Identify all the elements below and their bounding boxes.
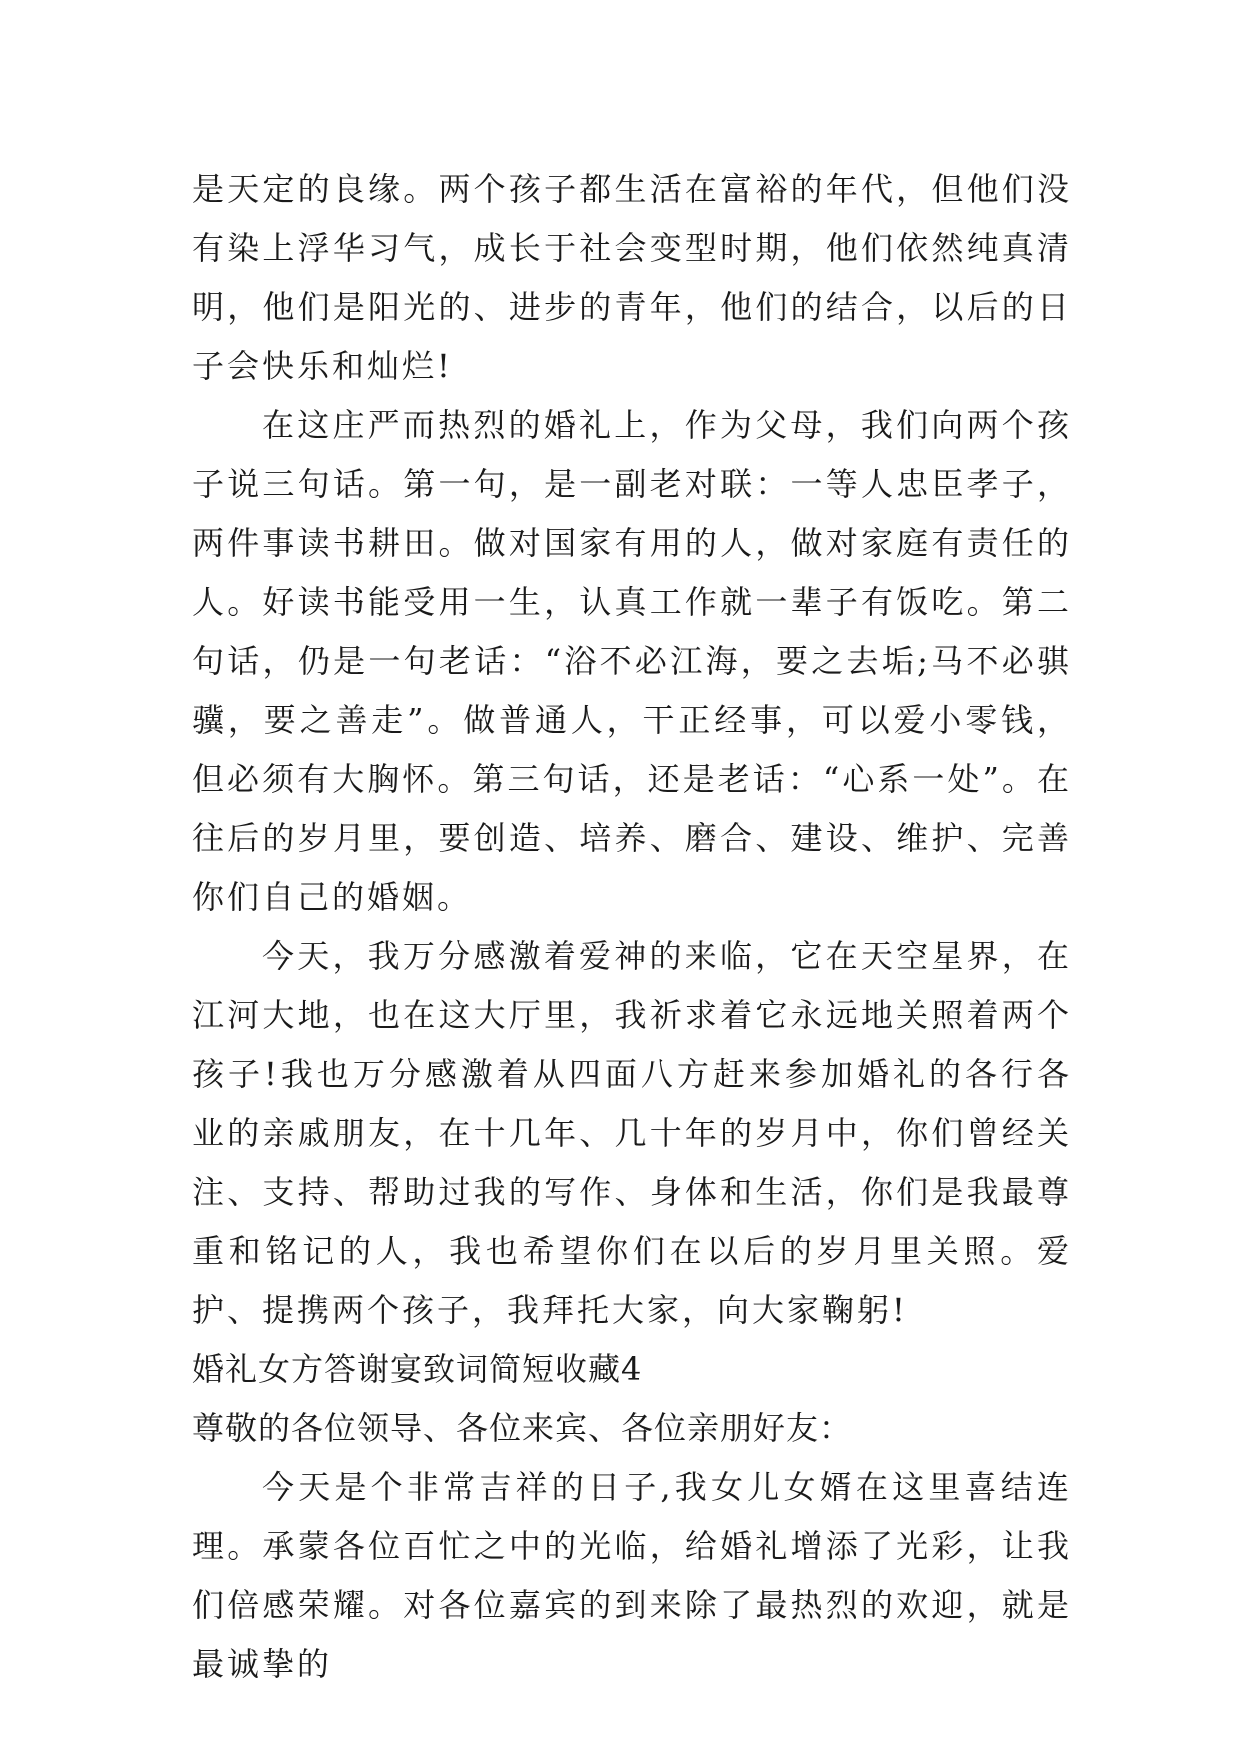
paragraph-1: 是天定的良缘。两个孩子都生活在富裕的年代，但他们没有染上浮华习气，成长于社会变型时期，他们依然纯真清明，他们是阳光的、进步的青年，他们的结合，以后的日子会快乐和灿烂! [192, 170, 1072, 385]
paragraph-4: 今天是个非常吉祥的日子,我女儿女婿在这里喜结连理。承蒙各位百忙之中的光临，给婚礼增添了光彩，让我们倍感荣耀。对各位嘉宾的到来除了最热烈的欢迎，就是最诚挚的 [192, 1468, 1072, 1683]
salutation: 尊敬的各位领导、各位来宾、各位亲朋好友： [192, 1409, 853, 1447]
paragraph-3: 今天，我万分感激着爱神的来临，它在天空星界，在江河大地，也在这大厅里，我祈求着它永远地关照着两个孩子!我也万分感激着从四面八方赶来参加婚礼的各行各业的亲戚朋友，在十几年、几十年的岁月中，你们曾经关注、支持、帮助过我的写作、身体和生活，你们是我最尊重和铭记的人，我也希望你们在以后的岁月里关照。爱护、提携两个孩子，我拜托大家，向大家鞠躬! [192, 937, 1072, 1329]
section-title: 婚礼女方答谢宴致词简短收藏4 [192, 1350, 643, 1388]
document-body [192, 160, 1072, 1694]
paragraph-2: 在这庄严而热烈的婚礼上，作为父母，我们向两个孩子说三句话。第一句，是一副老对联：一等人忠臣孝子，两件事读书耕田。做对国家有用的人，做对家庭有责任的人。好读书能受用一生，认真工作就一辈子有饭吃。第二句话，仍是一句老话：“浴不必江海，要之去垢;马不必骐骥，要之善走”。做普通人，干正经事，可以爱小零钱，但必须有大胸怀。第三句话，还是老话：“心系一处”。在往后的岁月里，要创造、培养、磨合、建设、维护、完善你们自己的婚姻。 [192, 406, 1072, 916]
